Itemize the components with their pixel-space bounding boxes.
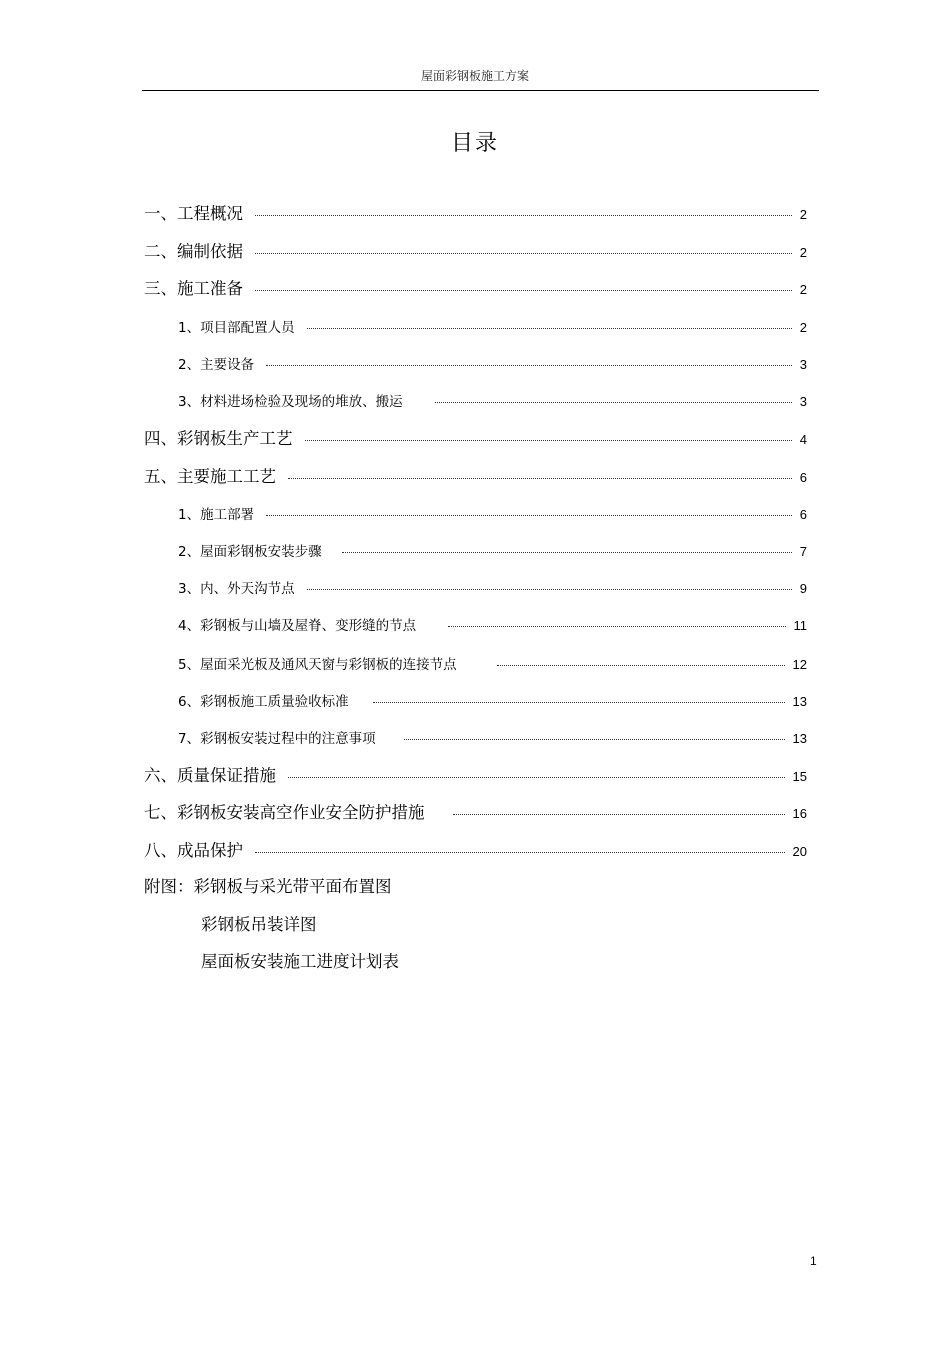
toc-entry[interactable]: [178, 390, 807, 410]
toc-entry-label: 六、质量保证措施: [144, 766, 276, 785]
toc-dot-leader: [255, 852, 785, 853]
toc-dot-leader: [404, 739, 785, 740]
toc-entry[interactable]: [178, 540, 807, 560]
toc-entry[interactable]: [144, 425, 807, 449]
toc-entry-label: 一、工程概况: [144, 204, 243, 223]
toc-dot-leader: [453, 814, 785, 815]
toc-entry-label: 五、主要施工工艺: [144, 467, 276, 486]
toc-entry-page: 7: [799, 544, 807, 559]
toc-entry-page: 15: [792, 769, 807, 784]
toc-entry-label: 1、施工部署: [178, 507, 255, 523]
toc-entry[interactable]: [178, 577, 807, 597]
toc-entry[interactable]: [178, 353, 807, 373]
toc-entry-label: 6、彩钢板施工质量验收标准: [178, 694, 349, 710]
toc-title: 目录: [450, 131, 499, 156]
toc-entry-page: 2: [799, 245, 807, 260]
toc-entry-label: 三、施工准备: [144, 279, 243, 298]
toc-dot-leader: [266, 365, 792, 366]
toc-entry-label: 3、材料进场检验及现场的堆放、搬运: [178, 394, 403, 410]
toc-entry-page: 11: [793, 618, 807, 633]
toc-entry-label: 1、项目部配置人员: [178, 320, 295, 336]
toc-dot-leader: [255, 290, 792, 291]
toc-dot-leader: [266, 515, 792, 516]
toc-entry-page: 12: [792, 657, 807, 672]
toc-entry[interactable]: [144, 238, 807, 262]
toc-dot-leader: [288, 478, 792, 479]
toc-entry-label: 2、主要设备: [178, 357, 255, 373]
toc-dot-leader: [342, 552, 792, 553]
toc-entry-label: 二、编制依据: [144, 242, 243, 261]
toc-dot-leader: [435, 402, 792, 403]
toc-entry[interactable]: [144, 200, 807, 224]
toc-entry-label: 7、彩钢板安装过程中的注意事项: [178, 731, 376, 747]
toc-entry-page: 6: [799, 470, 807, 485]
toc-entry-label: 2、屋面彩钢板安装步骤: [178, 544, 322, 560]
toc-entry-label: 七、彩钢板安装高空作业安全防护措施: [144, 803, 425, 822]
toc-entry[interactable]: [178, 614, 807, 634]
toc-entry-page: 20: [792, 844, 807, 859]
toc-entry[interactable]: [178, 316, 807, 336]
toc-entry-page: 16: [792, 806, 807, 821]
toc-dot-leader: [305, 440, 792, 441]
toc-dot-leader: [307, 328, 792, 329]
toc-entry-page: 6: [799, 507, 807, 522]
toc-entry-page: 4: [799, 432, 807, 447]
toc-entry[interactable]: [178, 727, 807, 747]
toc-entry[interactable]: [144, 463, 807, 487]
toc-entry-page: 2: [799, 282, 807, 297]
toc-entry-page: 9: [799, 581, 807, 596]
appendix-line: 附图：彩钢板与采光带平面布置图: [144, 877, 392, 896]
toc-dot-leader: [448, 626, 785, 627]
toc-entry-page: 3: [799, 394, 807, 409]
toc-entry-label: 5、屋面采光板及通风天窗与彩钢板的连接节点: [178, 657, 457, 673]
toc-entry[interactable]: [144, 762, 807, 786]
toc-dot-leader: [497, 665, 785, 666]
toc-entry-page: 13: [792, 731, 807, 746]
toc-entry-label: 3、内、外天沟节点: [178, 581, 295, 597]
toc-entry[interactable]: [178, 503, 807, 523]
toc-entry[interactable]: [178, 690, 807, 710]
toc-entry-label: 4、彩钢板与山墙及屋脊、变形缝的节点: [178, 618, 417, 634]
page-number: 1: [810, 1254, 817, 1268]
toc-entry[interactable]: [144, 837, 807, 861]
toc-entry-page: 2: [799, 320, 807, 335]
toc-entry[interactable]: [144, 799, 807, 823]
toc-entry-page: 3: [799, 357, 807, 372]
toc-dot-leader: [255, 253, 792, 254]
toc-dot-leader: [373, 702, 785, 703]
toc-dot-leader: [288, 777, 785, 778]
toc-entry[interactable]: [144, 275, 807, 299]
toc-entry[interactable]: [178, 653, 807, 673]
appendix-line: 彩钢板吊装详图: [201, 915, 317, 934]
toc-entry-label: 四、彩钢板生产工艺: [144, 429, 293, 448]
appendix-line: 屋面板安装施工进度计划表: [201, 952, 399, 971]
running-header: 屋面彩钢板施工方案: [420, 69, 529, 83]
toc-entry-label: 八、成品保护: [144, 841, 243, 860]
toc-entry-page: 13: [792, 694, 807, 709]
toc-dot-leader: [255, 215, 792, 216]
toc-entry-page: 2: [799, 207, 807, 222]
toc-dot-leader: [307, 589, 792, 590]
